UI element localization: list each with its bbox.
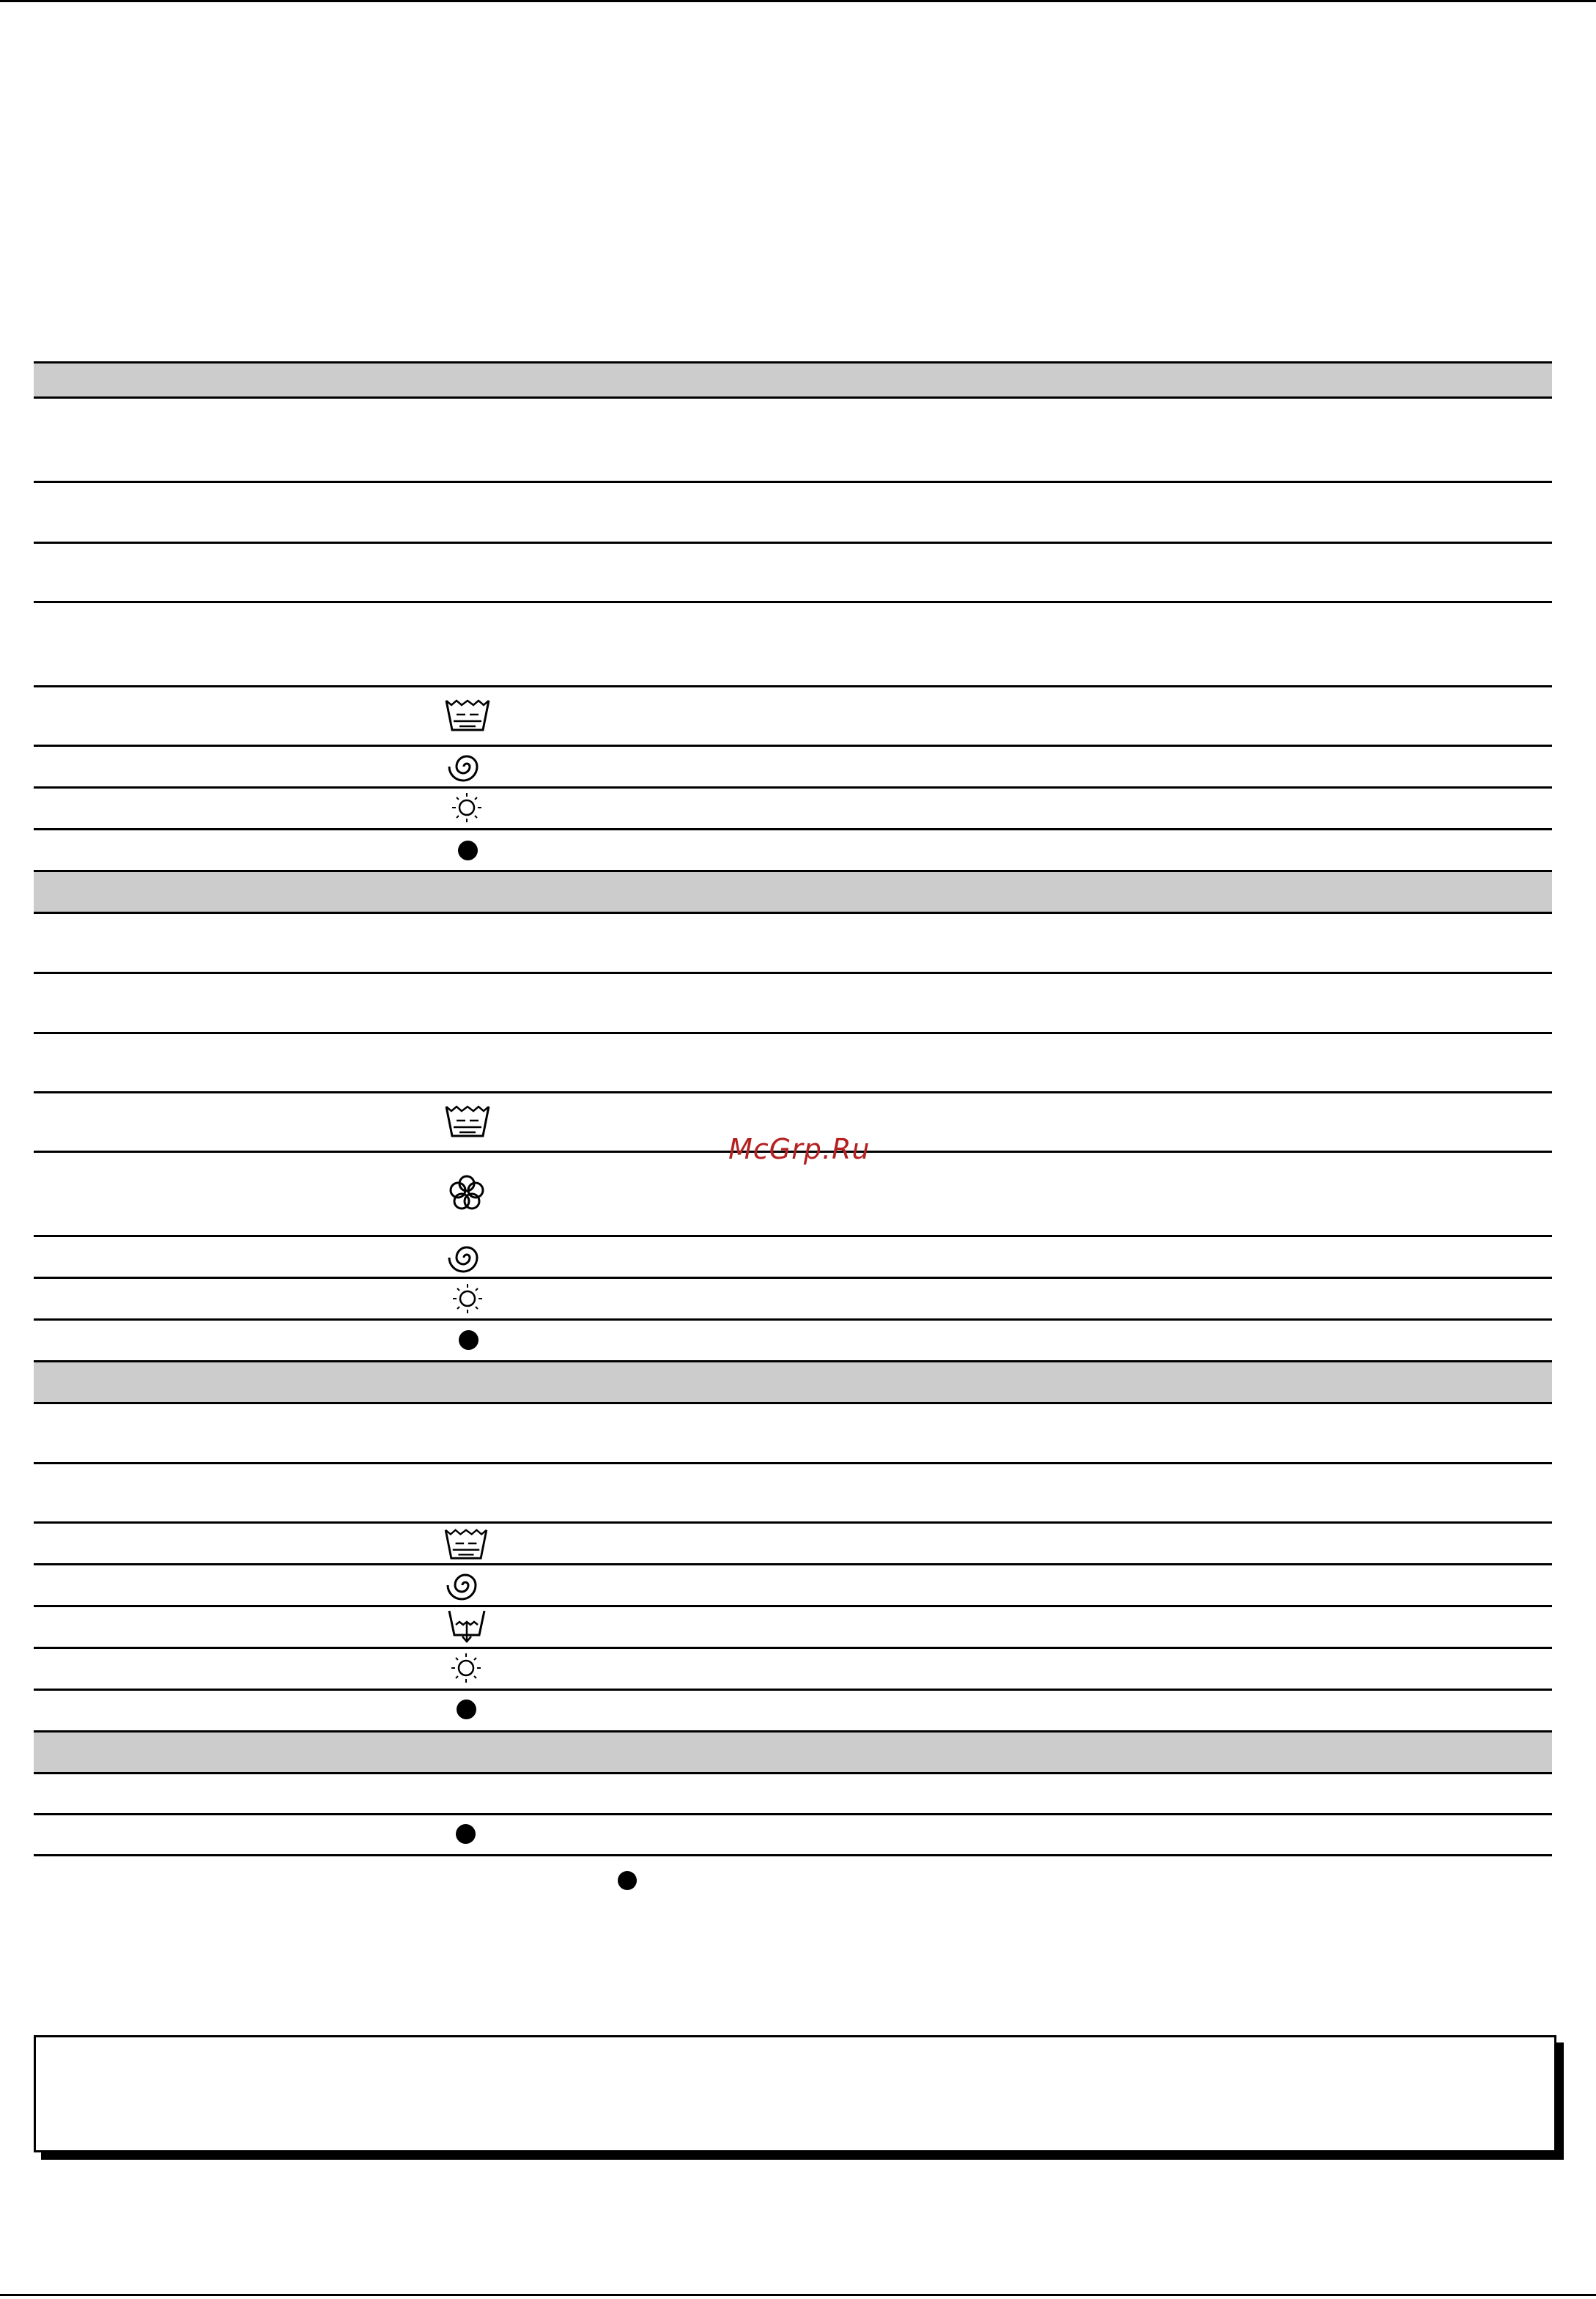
flower-icon: [448, 1175, 485, 1211]
table-row-rule: [34, 1689, 1552, 1691]
table-row-rule: [34, 1318, 1552, 1321]
table-row-rule: [34, 1813, 1552, 1815]
spin-icon: [448, 1240, 486, 1275]
table-row-rule: [34, 481, 1552, 483]
table-row-rule: [34, 601, 1552, 603]
table-row-rule: [34, 542, 1552, 544]
table-row-rule: [34, 396, 1552, 399]
table-row-rule: [34, 361, 1552, 364]
wash-tub-icon: [443, 696, 492, 733]
dry-sun-icon: [451, 791, 483, 824]
bullet-dot: [458, 841, 478, 860]
table-row-rule: [34, 1091, 1552, 1093]
table-row-rule: [34, 828, 1552, 830]
table-row-rule: [34, 912, 1552, 914]
bullet-dot: [459, 1330, 479, 1350]
table-row-rule: [34, 1277, 1552, 1279]
dry-sun-icon: [451, 1283, 484, 1315]
table-row-rule: [34, 1647, 1552, 1649]
table-row-rule: [34, 1360, 1552, 1362]
note-box: [34, 2035, 1556, 2152]
page-bottom-rule: [0, 2294, 1596, 2296]
drain-icon: [447, 1609, 487, 1644]
table-row-rule: [34, 1462, 1552, 1464]
section-header-band: [34, 872, 1552, 913]
section-header-band: [34, 363, 1552, 397]
dry-sun-icon: [450, 1652, 482, 1684]
footnote-bullet-dot: [618, 1871, 637, 1890]
spin-icon: [446, 1568, 484, 1603]
table-row-rule: [34, 1730, 1552, 1732]
section-header-band: [34, 1732, 1552, 1773]
table-row-rule: [34, 972, 1552, 974]
table-row-rule: [34, 1772, 1552, 1774]
table-row-rule: [34, 745, 1552, 747]
spin-icon: [448, 749, 486, 784]
wash-tub-icon: [442, 1526, 490, 1561]
table-row-rule: [34, 786, 1552, 789]
wash-tub-icon: [443, 1102, 492, 1139]
table-row-rule: [34, 1521, 1552, 1524]
table-row-rule: [34, 870, 1552, 872]
bullet-dot: [457, 1700, 476, 1719]
bullet-dot: [456, 1824, 476, 1844]
table-row-rule: [34, 1605, 1552, 1607]
section-header-band: [34, 1362, 1552, 1403]
page-top-rule: [0, 0, 1596, 2]
table-row-rule: [34, 1563, 1552, 1565]
watermark-logo: McGrp.Ru: [728, 1133, 871, 1165]
table-row-rule: [34, 1402, 1552, 1404]
table-row-rule: [34, 1235, 1552, 1237]
table-row-rule: [34, 1854, 1552, 1856]
table-row-rule: [34, 1032, 1552, 1034]
table-row-rule: [34, 685, 1552, 687]
